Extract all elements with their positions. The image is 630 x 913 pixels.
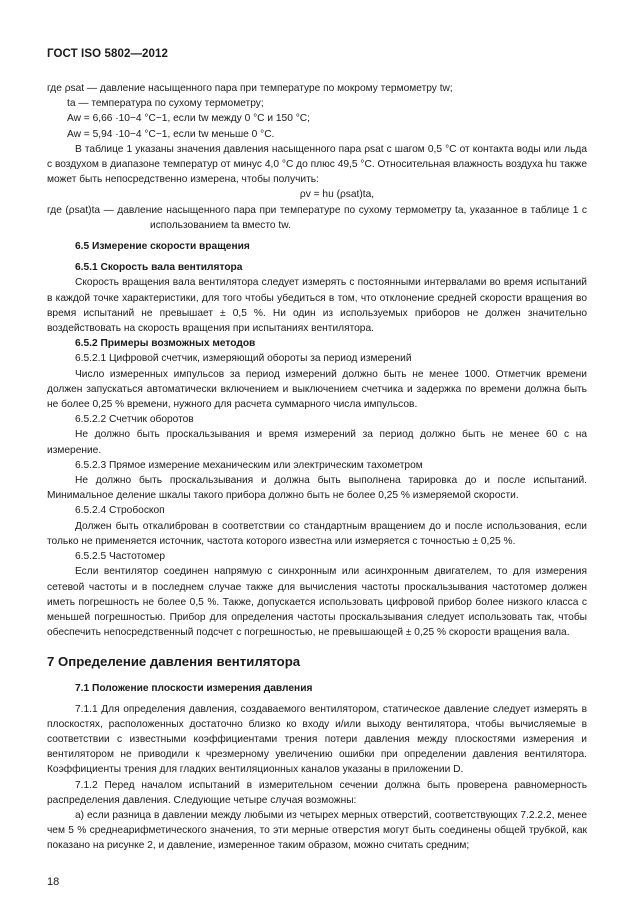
definition-aw-1: Aw = 6,66 ·10−4 °C−1, если tw между 0 °C и 150 °C;: [67, 113, 310, 125]
paragraph-7-1-2: 7.1.2 Перед началом испытаний в измерительном сечении должна быть проверена равномерность распределения давления. Следующие четыре случая возможны:: [47, 779, 587, 806]
section-6-5-2-2-heading: 6.5.2.2 Счетчик оборотов: [75, 414, 194, 426]
section-6-5-2-1-text: Число измеренных импульсов за период измерений должно быть не менее 1000. Отметчик времени должен запускаться автоматически включением и выключением счетчика и задержка по времени должна быть не более 0,25 % времени, нужного для расчета суммарного числа импульсов.: [47, 368, 587, 411]
section-7-1-heading: 7.1 Положение плоскости измерения давления: [75, 683, 313, 695]
section-6-5-1-text: Скорость вращения вала вентилятора следует измерять с постоянными интервалами во время испытаний в каждой точке характеристики, для того чтобы убедиться в том, что отклонение средней скорости вращения во время испытаний не превышает ± 0,5 %. Ни один из используемых приборов не должен значительно воздействовать на скорость вращения при испытаниях вентилятора.: [47, 277, 587, 335]
section-6-5-2-2-text: Не должно быть проскальзывания и время измерений за период должно быть не менее 60 с на измерение.: [47, 429, 587, 456]
section-6-5-2-4-heading: 6.5.2.4 Стробоскоп: [75, 505, 165, 517]
section-6-5-2-3-text: Не должно быть проскальзывания и должна быть выполнена тарировка до и после испытаний. Минимальное деление шкалы такого прибора должно быть не более 0,25 % измеряемой скорости.: [47, 475, 587, 502]
section-6-5-2-1-heading: 6.5.2.1 Цифровой счетчик, измеряющий обороты за период измерений: [75, 353, 412, 365]
section-6-5-2-heading: 6.5.2 Примеры возможных методов: [75, 338, 256, 350]
definition-psat-ta: где (ρsat)ta — давление насыщенного пара при температуре по сухому термометру ta, указанное в таблице 1 с использованием ta вместо tw.: [47, 204, 587, 231]
paragraph-7-1-1: 7.1.1 Для определения давления, создаваемого вентилятором, статическое давление следует измерять в плоскостях, расположенных достаточно близко ко входу и/или выходу вентилятора, чтобы вычисляемые в соответствии с известными коэффициентами трения потери давления между плоскостями измерения и вентилятором не приводили к чрезмерному увеличению ошибки при определении давления вентилятора. Коэффициенты трения для гладких вентиляционных каналов указаны в приложении D.: [47, 703, 587, 776]
page-number: 18: [47, 876, 60, 888]
document-header: ГОСТ ISO 5802—2012: [47, 48, 169, 60]
section-6-5-2-5-heading: 6.5.2.5 Частотомер: [75, 551, 166, 563]
section-6-5-2-5-text: Если вентилятор соединен напрямую с синхронным или асинхронным двигателем, то для измерения сетевой частоты и в последнем случае также для вычисления частоты проскальзывания частотомер должен иметь погрешность не более 0,5 %. Также, допускается использовать цифровой прибор более низкого класса с меньшей погрешностью. Прибор для определения частоты проскальзывания следует использовать так, чтобы обеспечить непосредственный подсчет с погрешностью, не превышающей ± 0,25 % скорости вращения вала.: [47, 566, 587, 639]
list-item-a: а) если разница в давлении между любыми из четырех мерных отверстий, соответствующих 7.2.2.2, менее чем 5 % среднеарифметического значения, то эти мерные отверстия могут быть соединены общей трубкой, как показано на рисунке 2, и давление, измеренное таким образом, можно считать средним;: [47, 809, 587, 852]
formula: ρv = hu (ρsat)ta,: [299, 189, 375, 201]
definition-ta: ta — температура по сухому термометру;: [67, 98, 264, 110]
definition-aw-2: Aw = 5,94 ·10−4 °C−1, если tw меньше 0 °C.: [67, 128, 275, 140]
page-content: [47, 81, 587, 854]
section-6-5-2-4-text: Должен быть откалиброван в соответствии со стандартным вращением до и после использования, если только не применяется источник, частота которого известна или измеряется с точностью ± 0,25 %.: [47, 520, 587, 547]
definition-psat: где ρsat — давление насыщенного пара при температуре по мокрому термометру tw;: [47, 83, 453, 94]
section-7-heading: 7 Определение давления вентилятора: [47, 654, 301, 670]
paragraph-table1: В таблице 1 указаны значения давления насыщенного пара ρsat с шагом 0,5 °С от контакта воды или льда с воздухом в диапазоне температур от минус 4,0 °С до плюс 49,5 °С. Относительная влажность воздуха hu также может быть непосредственно измерена, чтобы получить:: [47, 143, 587, 186]
section-6-5-2-3-heading: 6.5.2.3 Прямое измерение механическим или электрическим тахометром: [75, 459, 423, 471]
section-6-5-1-heading: 6.5.1 Скорость вала вентилятора: [75, 262, 243, 274]
section-6-5-heading: 6.5 Измерение скорости вращения: [75, 241, 250, 253]
